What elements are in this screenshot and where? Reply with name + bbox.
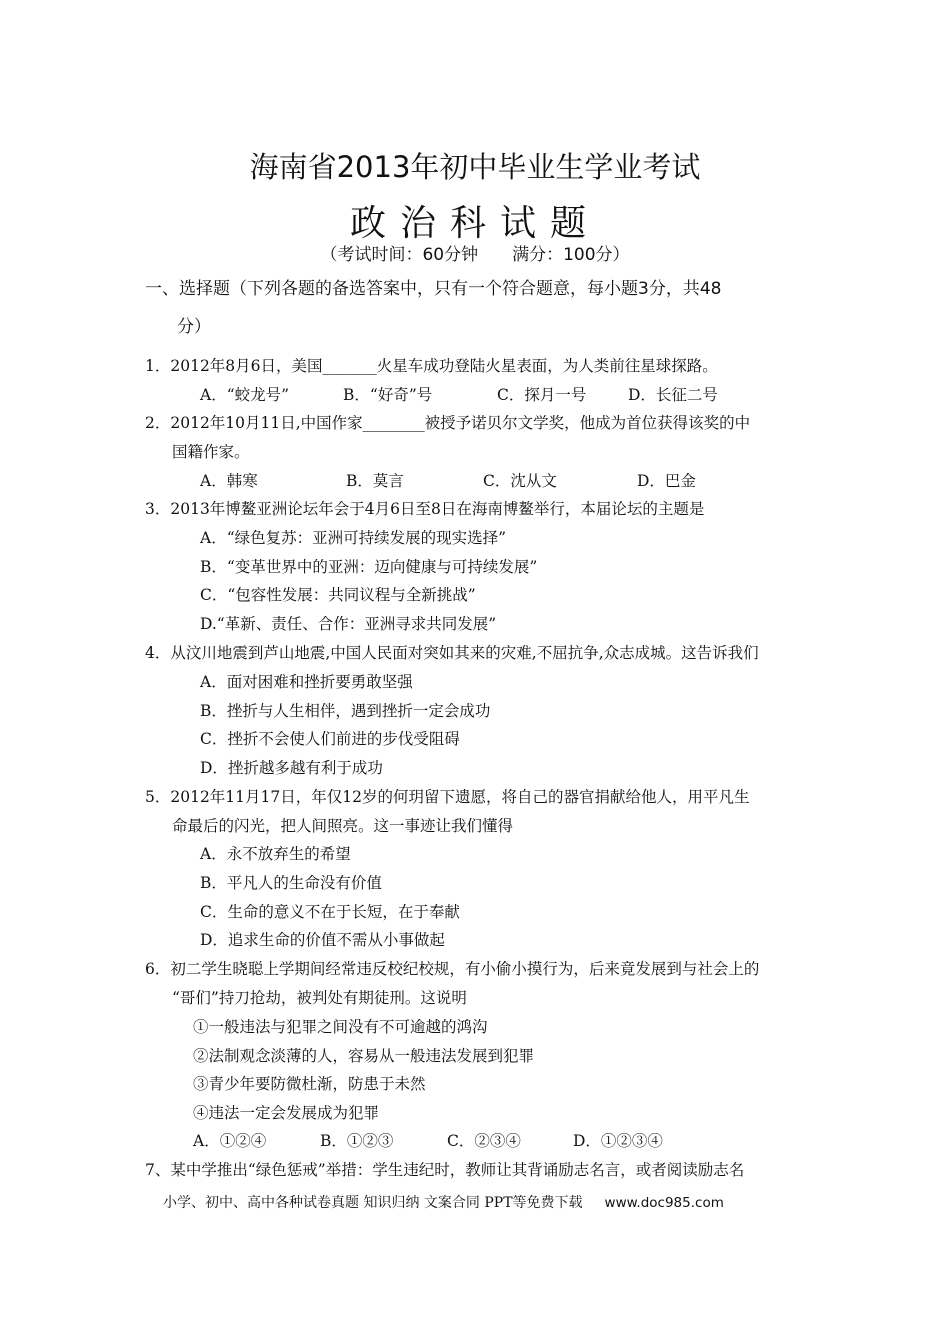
question-1-option-a: A．“蛟龙号” [200,386,290,404]
footer-url[interactable]: www.doc985.com [604,1195,724,1211]
question-6-stem-cont: “哥们”持刀抢劫，被判处有期徒刑。这说明 [172,989,467,1007]
footer-text: 小学、初中、高中各种试卷真题 知识归纳 文案合同 PPT等免费下载 [163,1195,583,1211]
question-4-option-d: D．挫折越多越有利于成功 [200,759,383,777]
question-6-statement-4: ④违法一定会发展成为犯罪 [193,1104,380,1122]
page-title: 海南省2013年初中毕业生学业考试 [249,150,701,184]
question-2-option-d: D．巴金 [637,472,696,490]
question-1-option-c: C．探月一号 [497,386,587,404]
question-6-statement-3: ③青少年要防微杜渐，防患于未然 [193,1075,426,1093]
question-6-statement-1: ①一般违法与犯罪之间没有不可逾越的鸿沟 [193,1018,488,1036]
section-heading-text: 一、选择题（下列各题的备选答案中，只有一个符合题意，每小题3分，共48 [145,279,722,299]
question-2-stem: 2．2012年10月11日,中国作家________被授予诺贝尔文学奖，他成为首位获得该奖的中 [145,414,751,432]
exam-score: 满分：100分） [512,245,630,265]
question-5-option-c: C．生命的意义不在于长短，在于奉献 [200,903,460,921]
question-4-option-c: C．挫折不会使人们前进的步伐受阻碍 [200,730,460,748]
question-6-option-b: B．①②③ [320,1132,394,1150]
question-3-option-c: C．“包容性发展：共同议程与全新挑战” [200,586,476,604]
page-footer [163,1192,724,1212]
page-subtitle: 政治科试题 [349,203,600,244]
exam-info [0,240,950,265]
question-1-stem: 1．2012年8月6日，美国_______火星车成功登陆火星表面，为人类前往星球探路。 [145,357,718,375]
question-4-stem: 4．从汶川地震到芦山地震,中国人民面对突如其来的灾难,不屈抗争,众志成城。这告诉我们 [145,644,759,662]
question-4-option-b: B．挫折与人生相伴，遇到挫折一定会成功 [200,702,491,720]
question-2-stem-cont: 国籍作家。 [172,443,250,461]
question-5-option-b: B．平凡人的生命没有价值 [200,874,382,892]
question-6-stem: 6．初二学生晓聪上学期间经常违反校纪校规，有小偷小摸行为，后来竟发展到与社会上的 [145,960,760,978]
question-5-stem: 5．2012年11月17日，年仅12岁的何玥留下遗愿，将自己的器官捐献给他人，用平凡生 [145,788,750,806]
question-3-stem: 3．2013年博鳌亚洲论坛年会于4月6日至8日在海南博鳌举行，本届论坛的主题是 [145,500,705,518]
question-6-option-d: D．①②③④ [573,1132,663,1150]
question-6-option-a: A．①②④ [193,1132,267,1150]
question-6-option-c: C．②③④ [447,1132,521,1150]
question-2-option-b: B．莫言 [346,472,404,490]
question-7-stem: 7、某中学推出“绿色惩戒”举措：学生违纪时，教师让其背诵励志名言，或者阅读励志名 [145,1161,745,1179]
question-2-option-a: A．韩寒 [200,472,258,490]
question-5-stem-cont: 命最后的闪光，把人间照亮。这一事迹让我们懂得 [172,817,514,835]
section-heading-cont: 分） [177,317,211,337]
question-6-statement-2: ②法制观念淡薄的人，容易从一般违法发展到犯罪 [193,1047,535,1065]
question-2-option-c: C．沈从文 [483,472,557,490]
question-3-option-b: B．“变革世界中的亚洲：迈向健康与可持续发展” [200,558,538,576]
exam-time: （考试时间：60分钟 [320,245,479,265]
question-4-option-a: A．面对困难和挫折要勇敢坚强 [200,673,413,691]
question-3-option-a: A．“绿色复苏：亚洲可持续发展的现实选择” [200,529,507,547]
question-5-option-d: D．追求生命的价值不需从小事做起 [200,931,445,949]
question-1-option-b: B．“好奇”号 [343,386,433,404]
question-5-option-a: A．永不放弃生的希望 [200,845,351,863]
question-3-option-d: D.“革新、责任、合作：亚洲寻求共同发展” [200,615,497,633]
question-1-option-d: D．长征二号 [628,386,718,404]
section-heading [145,269,810,309]
